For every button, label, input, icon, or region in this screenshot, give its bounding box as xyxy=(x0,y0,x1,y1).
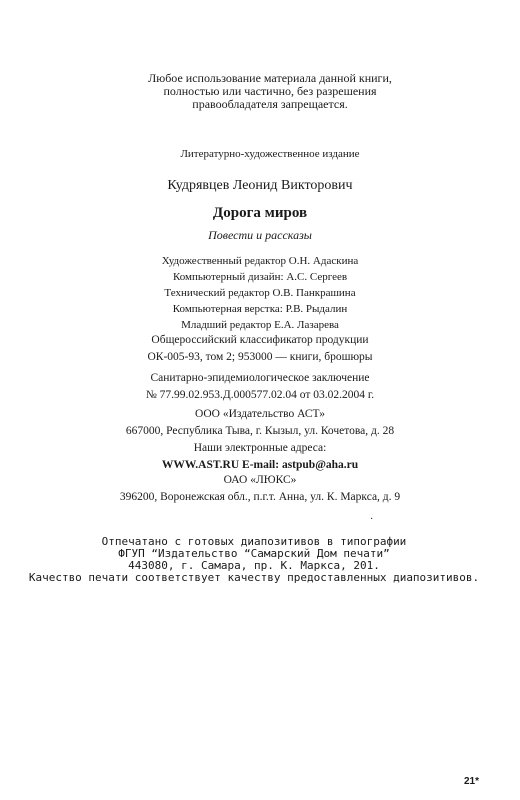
book-author xyxy=(0,177,520,194)
publisher-info xyxy=(0,406,520,474)
author-name: Кудрявцев Леонид Викторович xyxy=(167,178,353,193)
sanitary-line: № 77.99.02.953.Д.000577.02.04 от 03.02.2004 г. xyxy=(145,389,375,401)
printer-info xyxy=(0,472,520,506)
printing-line: Качество печати соответствует качеству предоставленных диапозитивов. xyxy=(28,571,480,584)
printing-line: Отпечатано с готовых диапозитивов в типографии xyxy=(101,535,407,548)
copyright-line: правообладателя запрещается. xyxy=(192,97,348,111)
edition-genre xyxy=(10,148,520,161)
genre-text: Литературно-художественное издание xyxy=(180,148,360,160)
copyright-line: полностью или частично, без разрешения xyxy=(163,84,377,98)
classifier-line: ОК-005-93, том 2; 953000 — книги, брошюры xyxy=(147,351,373,363)
printer-address: 396200, Воронежская обл., п.г.т. Анна, ул. К. Маркса, д. 9 xyxy=(119,491,401,503)
staff-line: Младший редактор Е.А. Лазарева xyxy=(181,319,339,331)
stray-dot-mark: · xyxy=(370,514,374,525)
title-text: Дорога миров xyxy=(212,205,308,221)
staff-line: Художественный редактор О.Н. Адаскина xyxy=(161,255,359,267)
staff-line: Технический редактор О.В. Панкрашина xyxy=(164,287,356,299)
publisher-emails: WWW.AST.RU E-mail: astpub@aha.ru xyxy=(161,459,359,471)
printer-name: ОАО «ЛЮКС» xyxy=(223,474,297,486)
sanitary-conclusion xyxy=(0,370,520,404)
book-title xyxy=(0,204,520,222)
printing-note xyxy=(0,536,514,584)
copyright-line: Любое использование материала данной книги, xyxy=(148,71,392,85)
editorial-staff xyxy=(0,253,520,333)
emails-heading: Наши электронные адреса: xyxy=(193,442,327,454)
staff-line: Компьютерный дизайн: А.С. Сергеев xyxy=(172,271,348,283)
product-classifier xyxy=(0,332,520,366)
staff-line: Компьютерная верстка: Р.В. Рыдалин xyxy=(172,303,348,315)
copyright-notice xyxy=(10,72,520,111)
sanitary-line: Санитарно-эпидемиологическое заключение xyxy=(150,372,370,384)
book-subtitle xyxy=(0,228,520,243)
printing-line: 443080, г. Самара, пр. К. Маркса, 201. xyxy=(128,559,380,572)
printing-line: ФГУП “Издательство “Самарский Дом печати” xyxy=(118,547,390,560)
page-number: 21* xyxy=(464,776,480,787)
subtitle-text: Повести и рассказы xyxy=(208,228,312,242)
publisher-name: ООО «Издательство АСТ» xyxy=(195,408,325,420)
classifier-line: Общероссийский классификатор продукции xyxy=(151,334,369,346)
publisher-address: 667000, Республика Тыва, г. Кызыл, ул. Кочетова, д. 28 xyxy=(125,425,395,437)
